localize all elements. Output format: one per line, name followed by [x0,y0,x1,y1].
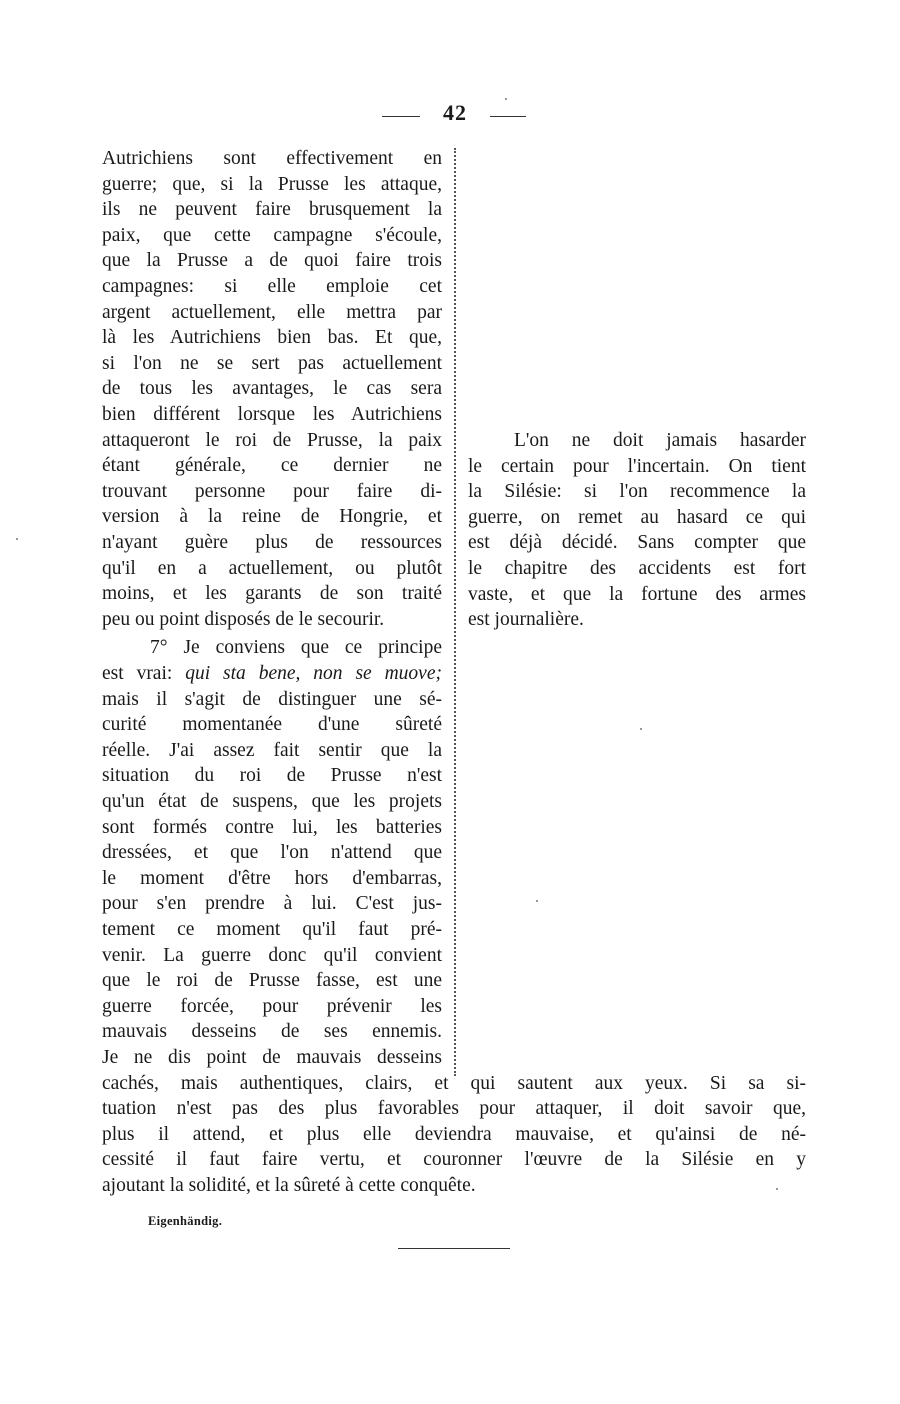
left-column-line: curité momentanée d'une sûreté [102,714,442,736]
left-column-line: situation du roi de Prusse n'est [102,765,442,787]
left-column-line: sont formés contre lui, les batteries [102,816,442,838]
left-column-line: Je ne dis point de mauvais desseins [102,1047,442,1068]
left-column-line: de tous les avantages, le cas sera [102,378,442,400]
full-width-line: ajoutant la solidité, et la sûreté à cette conquête. [102,1175,476,1196]
left-column-line: paix, que cette campagne s'écoule, [102,224,442,246]
left-column-line: attaqueront le roi de Prusse, la paix [102,429,442,451]
full-width-line: plus il attend, et plus elle deviendra mauvaise, et qu'ainsi de né- [102,1123,806,1145]
left-column-line: bien différent lorsque les Autrichiens [102,404,442,425]
full-width-line: cessité il faut faire vertu, et couronner l'œuvre de la Silésie en y [102,1149,806,1171]
right-column-line: le chapitre des accidents est fort [468,558,806,579]
left-column-line: si l'on ne se sert pas actuellement [102,352,442,374]
right-column-line: vaste, et que la fortune des armes [468,583,806,605]
left-column-line: qu'un état de suspens, que les projets [102,791,442,812]
left-column-line: moins, et les garants de son traité [102,583,442,605]
left-column-line: ils ne peuvent faire brusquement la [102,199,442,221]
right-column-line: le certain pour l'incertain. On tient [468,455,806,477]
italic-quote: qui sta bene, non se muove; [185,663,442,684]
left-column-line: dressées, et que l'on n'attend que [102,842,442,864]
left-column-line: que le roi de Prusse fasse, est une [102,970,442,992]
left-column-line: pour s'en prendre à lui. C'est jus- [102,893,442,915]
left-column-line: le moment d'être hors d'embarras, [102,867,442,889]
left-column-line: argent actuellement, elle mettra par [102,301,442,323]
left-column-line: Autrichiens sont effectivement en [102,148,442,169]
left-column-line: campagnes: si elle emploie cet [102,276,442,297]
right-column-line: la Silésie: si l'on recommence la [468,481,806,503]
point-7-quote-line [102,661,442,687]
full-width-line: tuation n'est pas des plus favorables pour attaquer, il doit savoir que, [102,1098,806,1120]
print-speck [776,1188,778,1190]
print-speck [16,538,18,540]
left-column-line: trouvant personne pour faire di- [102,480,442,502]
right-column-line: est journalière. [468,609,584,631]
left-column-line: venir. La guerre donc qu'il convient [102,944,442,966]
attribution-note: Eigenhändig. [148,1214,223,1228]
print-speck [536,900,538,902]
left-column-line: tement ce moment qu'il faut pré- [102,919,442,940]
left-column-line: guerre; que, si la Prusse les attaque, [102,173,442,195]
right-column-line: L'on ne doit jamais hasarder [514,430,806,451]
print-speck [640,728,642,730]
left-column-line: guerre forcée, pour prévenir les [102,995,442,1017]
right-column-line: guerre, on remet au hasard ce qui [468,506,806,528]
full-width-line: cachés, mais authentiques, clairs, et qui sautent aux yeux. Si sa si- [102,1072,806,1094]
left-column-line: qu'il en a actuellement, ou plutôt [102,557,442,579]
print-speck [505,98,507,100]
page-header [0,100,900,130]
left-column-line: n'ayant guère plus de ressources [102,532,442,553]
point-7-first-line: 7° Je conviens que ce principe [150,637,442,659]
left-column-line: réelle. J'ai assez fait sentir que la [102,739,442,761]
left-column-line: mais il s'agit de distinguer une sé- [102,688,442,710]
left-column-line: version à la reine de Hongrie, et [102,506,442,528]
quote-intro: est vrai: [102,663,186,684]
end-rule [398,1248,510,1249]
left-column-line: là les Autrichiens bien bas. Et que, [102,327,442,349]
column-divider [454,148,456,1076]
page-number: 42 [443,100,467,125]
left-column-line: étant générale, ce dernier ne [102,455,442,477]
left-column-line: peu ou point disposés de le secourir. [102,608,385,630]
header-rule-left [382,116,420,117]
header-rule-right [490,116,526,117]
left-column-line: mauvais desseins de ses ennemis. [102,1021,442,1043]
left-column-line: que la Prusse a de quoi faire trois [102,250,442,272]
right-column-line: est déjà décidé. Sans compter que [468,532,806,554]
